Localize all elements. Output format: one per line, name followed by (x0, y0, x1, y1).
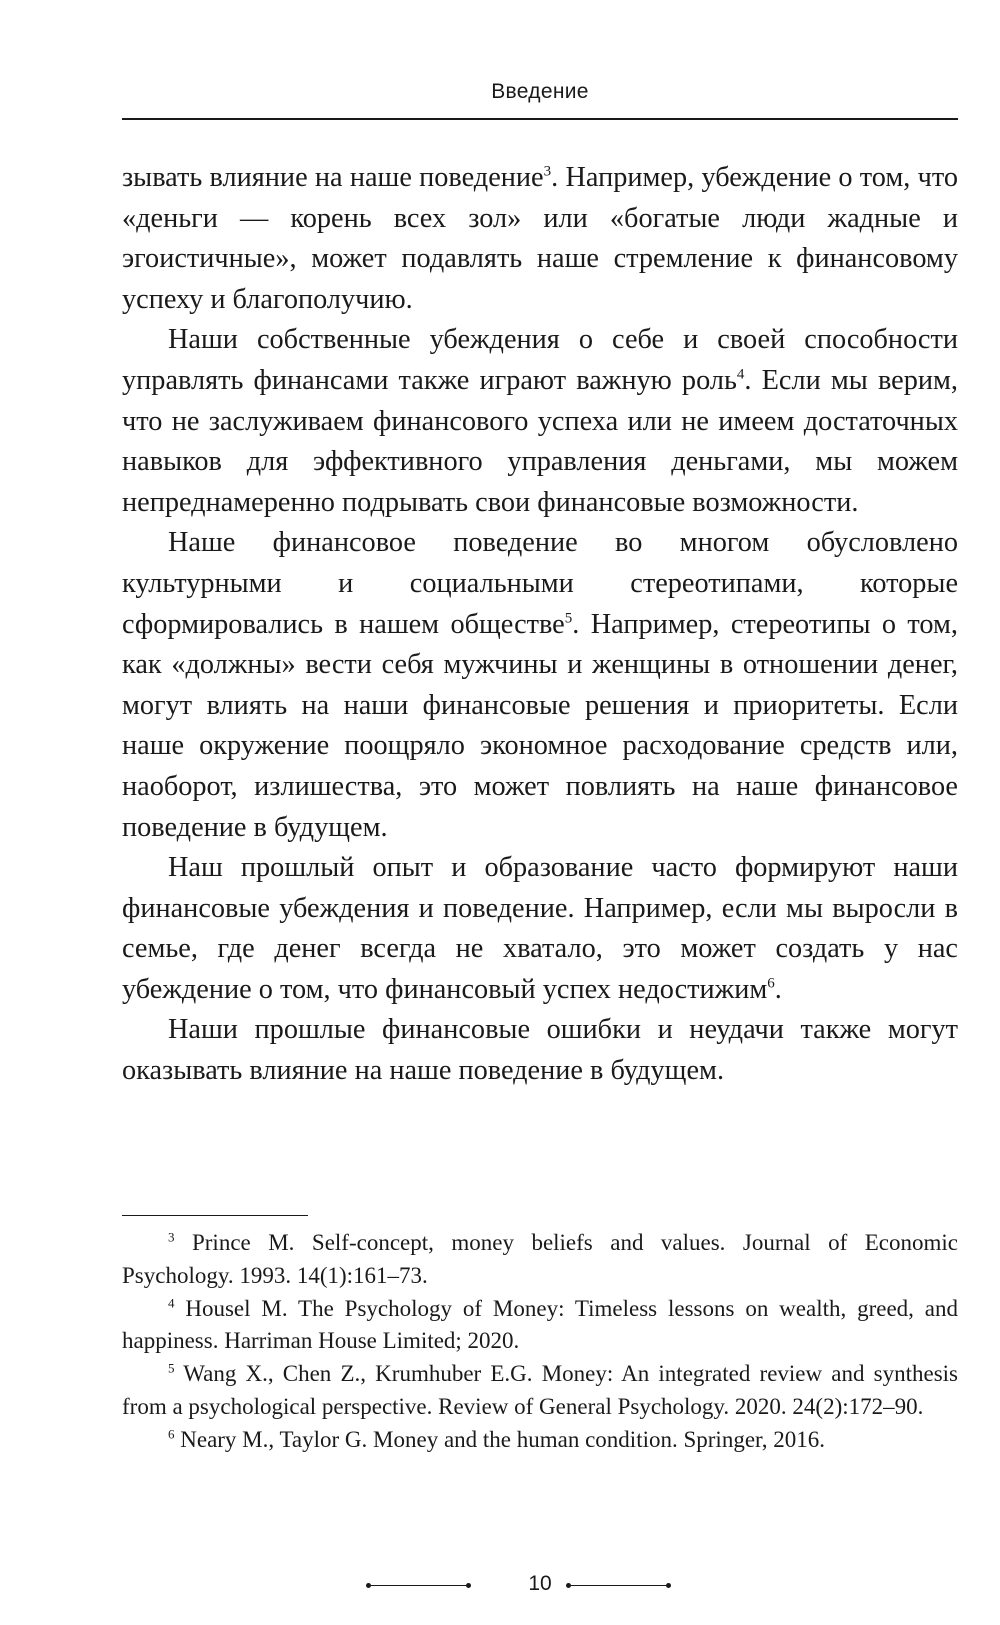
ornament-line-left (370, 1585, 468, 1586)
paragraph (122, 158, 958, 320)
footnote-text: Neary M., Taylor G. Money and the human condition. Springer, 2016. (180, 1426, 826, 1452)
footnote (122, 1424, 958, 1457)
footnote-text: Wang X., Chen Z., Krumhuber E.G. Money: An integrated review and synthesis from a psychological perspective. Review of General Psychology. 2020. 24(2):172–90. (122, 1361, 958, 1419)
footnote (122, 1293, 958, 1359)
footnote-ref: 5 (564, 610, 573, 627)
footnote-ref: 6 (767, 975, 775, 992)
footnote-ref: 3 (543, 163, 552, 180)
footnote-text: Housel M. The Psychology of Money: Timeless lessons on wealth, greed, and happiness. Harriman House Limited; 2020. (122, 1295, 959, 1354)
footnote-text: Prince M. Self-concept, money beliefs and values. Journal of Economic Psychology. 1993. 14(1):161–73. (122, 1230, 958, 1288)
paragraph (122, 848, 958, 1010)
paragraph (122, 1010, 958, 1091)
text-segment: Наш прошлый опыт и образование часто формируют наши финансовые убеждения и поведение. Например, если мы выросли в семье, где денег всегда не хватало, это может создать у нас убеждение о том, что финансовый успех недостижим (122, 852, 958, 1005)
body-text (122, 158, 958, 1092)
header-rule (122, 118, 958, 120)
book-page (122, 0, 958, 1602)
ornament-line-right (570, 1585, 668, 1586)
footnote (122, 1227, 958, 1293)
text-segment: . (774, 973, 782, 1005)
text-segment: . Например, стереотипы о том, как «должны» вести себя мужчины и женщины в отношении денег, могут влиять на наши финансовые решения и приоритеты. Если наше окружение поощряло экономное расходование средств или, наоборот, излишества, это может повлиять на наше финансовое поведение в будущем. (122, 608, 958, 843)
running-head: Введение (491, 80, 589, 103)
footnote-number: 3 (168, 1229, 175, 1245)
footnote-number: 5 (168, 1360, 175, 1376)
folio (122, 1572, 958, 1625)
paragraph (122, 320, 958, 523)
page-number: 10 (528, 1572, 552, 1595)
footnote-ref: 4 (736, 366, 745, 383)
text-segment: зывать влияние на наше поведение (122, 162, 544, 193)
text-segment: . Если мы верим, что не заслуживаем финансового успеха или не имеем достаточных навыков для эффективного управления деньгами, мы можем непреднамеренно подрывать свои финансовые возможности. (122, 364, 958, 518)
text-segment: Наши собственные убеждения о себе и своей способности управлять финансами также играют важную роль (122, 324, 958, 396)
footnote-separator (122, 1215, 308, 1216)
paragraph (122, 523, 958, 848)
ornament-dot (666, 1583, 671, 1588)
text-segment: Наши прошлые финансовые ошибки и неудачи также могут оказывать влияние на наше поведение в будущем. (122, 1014, 958, 1087)
footnote-number: 4 (168, 1294, 175, 1310)
text-segment: . Например, убеждение о том, что «деньги — корень всех зол» или «богатые люди жадные и эгоистичные», может подавлять наше стремление к финансовому успеху и благополучию. (122, 162, 959, 315)
footnotes (122, 1227, 958, 1457)
footnote (122, 1358, 958, 1424)
ornament-dot (466, 1583, 471, 1588)
text-segment: Наше финансовое поведение во многом обусловлено культурными и социальными стереотипами, которые сформировались в нашем обществе (122, 527, 958, 640)
footnote-number: 6 (168, 1426, 175, 1442)
